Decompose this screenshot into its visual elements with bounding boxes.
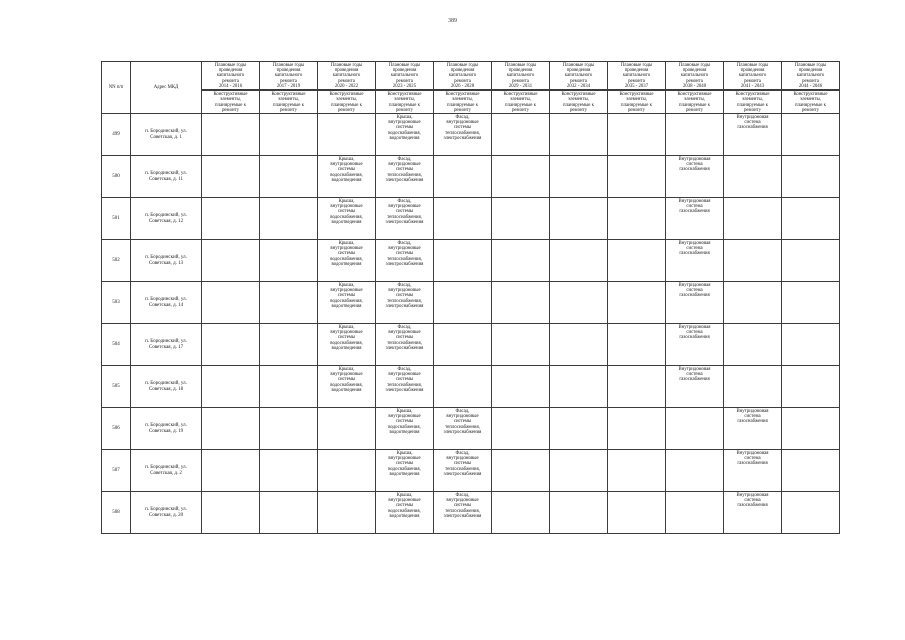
repair-elements-cell — [318, 198, 376, 240]
repair-elements-cell — [666, 450, 724, 492]
row-number: 505 — [102, 366, 131, 408]
repair-elements-cell — [782, 492, 840, 534]
repair-elements-text: Фасад, внутридомовые системы теплоснабжения, электроснабжения — [385, 366, 424, 394]
repair-elements-cell — [318, 450, 376, 492]
repair-elements-cell — [434, 492, 492, 534]
repair-elements-cell — [724, 450, 782, 492]
period-subtitle: Конструктивные элементы, планируемые к ремонту — [735, 91, 770, 113]
repair-elements-cell — [666, 156, 724, 198]
period-subtitle: Конструктивные элементы, планируемые к ремонту — [793, 91, 828, 113]
period-title: Плановые годы проведения капитального ремонта — [446, 62, 479, 84]
repair-elements-text: Фасад, внутридомовые системы теплоснабжения, электроснабжения — [385, 324, 424, 352]
period-subtitle: Конструктивные элементы, планируемые к ремонту — [561, 91, 596, 113]
header-period-1 — [260, 62, 318, 91]
repair-elements-cell — [550, 492, 608, 534]
repair-elements-cell — [550, 240, 608, 282]
row-number: 502 — [102, 240, 131, 282]
repair-elements-cell — [376, 240, 434, 282]
repair-elements-cell — [608, 324, 666, 366]
repair-elements-cell — [260, 282, 318, 324]
repair-elements-cell — [724, 324, 782, 366]
repair-elements-text: Фасад, внутридомовые системы теплоснабжения, электроснабжения — [385, 156, 424, 184]
repair-elements-cell — [434, 324, 492, 366]
repair-elements-cell — [782, 198, 840, 240]
header-period-subtitle — [782, 91, 840, 114]
header-period-subtitle — [260, 91, 318, 114]
repair-elements-cell — [666, 408, 724, 450]
repair-elements-cell — [782, 114, 840, 156]
row-address — [131, 156, 202, 198]
period-subtitle: Конструктивные элементы, планируемые к ремонту — [387, 91, 422, 113]
repair-elements-cell — [318, 408, 376, 450]
header-period-subtitle — [434, 91, 492, 114]
repair-elements-cell — [318, 156, 376, 198]
repair-elements-cell — [260, 240, 318, 282]
period-title: Плановые годы проведения капитального ремонта — [214, 62, 247, 84]
header-period-6 — [550, 62, 608, 91]
repair-elements-text: Крыша, внутридомовые системы водоснабжения, водоотведения — [330, 366, 363, 394]
repair-elements-text: Фасад, внутридомовые системы теплоснабжения, электроснабжения — [385, 240, 424, 268]
period-years: 2026 - 2028 — [434, 84, 491, 90]
period-years: 2017 - 2019 — [260, 84, 317, 90]
repair-elements-text: Внутридомовая система газоснабжения — [678, 366, 711, 383]
table-row — [102, 282, 840, 324]
header-period-subtitle — [318, 91, 376, 114]
period-subtitle: Конструктивные элементы, планируемые к ремонту — [445, 91, 480, 113]
repair-elements-cell — [260, 450, 318, 492]
repair-elements-cell — [202, 282, 260, 324]
repair-elements-cell — [376, 114, 434, 156]
header-period-5 — [492, 62, 550, 91]
repair-elements-text: Внутридомовая система газоснабжения — [736, 408, 769, 425]
repair-elements-text: Крыша, внутридомовые системы водоснабжения, водоотведения — [388, 492, 421, 520]
repair-elements-cell — [434, 156, 492, 198]
address-text: п. Бородинский, ул. Советская, д. 11 — [145, 171, 187, 182]
repair-elements-text: Внутридомовая система газоснабжения — [678, 156, 711, 173]
repair-elements-cell — [202, 198, 260, 240]
period-subtitle: Конструктивные элементы, планируемые к ремонту — [619, 91, 654, 113]
repair-elements-cell — [376, 366, 434, 408]
period-title: Плановые годы проведения капитального ремонта — [620, 62, 653, 84]
repair-elements-cell — [434, 240, 492, 282]
row-address — [131, 198, 202, 240]
row-address — [131, 282, 202, 324]
period-years: 2029 - 2031 — [492, 84, 549, 90]
repair-elements-cell — [318, 240, 376, 282]
repair-elements-cell — [608, 408, 666, 450]
header-period-subtitle — [202, 91, 260, 114]
header-period-2 — [318, 62, 376, 91]
repair-elements-text: Внутридомовая система газоснабжения — [736, 114, 769, 131]
repair-elements-cell — [260, 156, 318, 198]
address-text: п. Бородинский, ул. Советская, д. 13 — [145, 255, 187, 266]
repair-elements-cell — [318, 492, 376, 534]
repair-elements-cell — [724, 408, 782, 450]
period-subtitle: Конструктивные элементы, планируемые к ремонту — [329, 91, 364, 113]
row-address — [131, 492, 202, 534]
period-title: Плановые годы проведения капитального ремонта — [562, 62, 595, 84]
period-title: Плановые годы проведения капитального ремонта — [272, 62, 305, 84]
repair-elements-cell — [550, 156, 608, 198]
row-number: 501 — [102, 198, 131, 240]
table-header — [102, 62, 840, 114]
period-title: Плановые годы проведения капитального ремонта — [388, 62, 421, 84]
repair-elements-cell — [318, 114, 376, 156]
row-address — [131, 408, 202, 450]
repair-elements-cell — [202, 366, 260, 408]
repair-elements-cell — [550, 450, 608, 492]
header-period-subtitle — [608, 91, 666, 114]
period-subtitle: Конструктивные элементы, планируемые к ремонту — [677, 91, 712, 113]
header-row-number: NN п/п — [102, 62, 131, 114]
address-text: п. Бородинский, ул. Советская, д. 20 — [145, 507, 187, 518]
period-years: 2044 - 2046 — [782, 84, 839, 90]
repair-elements-cell — [608, 240, 666, 282]
period-years: 2032 - 2034 — [550, 84, 607, 90]
header-address: Адрес МКД — [131, 62, 202, 114]
repair-elements-cell — [550, 282, 608, 324]
table-row — [102, 408, 840, 450]
repair-elements-cell — [608, 450, 666, 492]
repair-elements-text: Крыша, внутридомовые системы водоснабжения, водоотведения — [330, 282, 363, 310]
repair-elements-cell — [376, 282, 434, 324]
repair-elements-text: Внутридомовая система газоснабжения — [678, 240, 711, 257]
repair-elements-cell — [260, 366, 318, 408]
repair-elements-cell — [550, 408, 608, 450]
repair-elements-cell — [492, 324, 550, 366]
address-text: п. Бородинский, ул. Советская, д. 12 — [145, 213, 187, 224]
header-period-4 — [434, 62, 492, 91]
repair-elements-cell — [666, 282, 724, 324]
repair-elements-cell — [724, 198, 782, 240]
repair-elements-cell — [260, 324, 318, 366]
repair-elements-cell — [550, 366, 608, 408]
repair-elements-cell — [260, 492, 318, 534]
repair-elements-cell — [260, 408, 318, 450]
repair-elements-cell — [608, 156, 666, 198]
table-row — [102, 450, 840, 492]
row-number: 503 — [102, 282, 131, 324]
repair-elements-text: Внутридомовая система газоснабжения — [678, 198, 711, 215]
header-period-3 — [376, 62, 434, 91]
repair-elements-cell — [434, 198, 492, 240]
repair-elements-cell — [550, 114, 608, 156]
repair-elements-cell — [492, 114, 550, 156]
header-period-7 — [608, 62, 666, 91]
repair-elements-cell — [724, 114, 782, 156]
row-number: 507 — [102, 450, 131, 492]
capital-repair-schedule-table — [101, 61, 840, 534]
repair-elements-text: Крыша, внутридомовые системы водоснабжения, водоотведения — [330, 240, 363, 268]
repair-elements-cell — [608, 366, 666, 408]
repair-elements-cell — [202, 450, 260, 492]
repair-elements-cell — [492, 366, 550, 408]
repair-elements-cell — [202, 240, 260, 282]
repair-elements-cell — [608, 282, 666, 324]
period-title: Плановые годы проведения капитального ремонта — [504, 62, 537, 84]
repair-elements-cell — [608, 198, 666, 240]
repair-elements-cell — [434, 114, 492, 156]
repair-elements-text: Фасад, внутридомовые системы теплоснабжения, электроснабжения — [385, 198, 424, 226]
repair-elements-cell — [492, 240, 550, 282]
period-title: Плановые годы проведения капитального ремонта — [330, 62, 363, 84]
address-text: п. Бородинский, ул. Советская, д. 2 — [145, 465, 187, 476]
repair-elements-cell — [782, 156, 840, 198]
row-address — [131, 366, 202, 408]
repair-elements-cell — [318, 366, 376, 408]
repair-elements-cell — [434, 366, 492, 408]
repair-elements-cell — [318, 324, 376, 366]
repair-elements-cell — [202, 114, 260, 156]
repair-elements-cell — [782, 324, 840, 366]
header-period-9 — [724, 62, 782, 91]
address-text: п. Бородинский, ул. Советская, д. 17 — [145, 339, 187, 350]
row-number: 506 — [102, 408, 131, 450]
repair-elements-cell — [492, 282, 550, 324]
header-period-subtitle — [666, 91, 724, 114]
table-row — [102, 366, 840, 408]
repair-elements-text: Фасад, внутридомовые системы теплоснабжения, электроснабжения — [443, 492, 482, 520]
period-subtitle: Конструктивные элементы, планируемые к ремонту — [213, 91, 248, 113]
repair-elements-cell — [376, 408, 434, 450]
row-address — [131, 324, 202, 366]
repair-elements-cell — [724, 156, 782, 198]
repair-elements-text: Крыша, внутридомовые системы водоснабжения, водоотведения — [388, 450, 421, 478]
repair-elements-text: Внутридомовая система газоснабжения — [736, 450, 769, 467]
period-years: 2035 - 2037 — [608, 84, 665, 90]
address-text: п. Бородинский, ул. Советская, д. 19 — [145, 423, 187, 434]
table-body — [102, 114, 840, 534]
repair-elements-cell — [376, 156, 434, 198]
row-number: 500 — [102, 156, 131, 198]
repair-elements-cell — [202, 324, 260, 366]
period-years: 2038 - 2040 — [666, 84, 723, 90]
repair-elements-cell — [434, 282, 492, 324]
period-title: Плановые годы проведения капитального ремонта — [678, 62, 711, 84]
header-period-subtitle — [724, 91, 782, 114]
row-number: 499 — [102, 114, 131, 156]
period-title: Плановые годы проведения капитального ремонта — [736, 62, 769, 84]
repair-elements-cell — [434, 408, 492, 450]
repair-elements-cell — [492, 156, 550, 198]
repair-elements-cell — [782, 240, 840, 282]
header-period-subtitle — [550, 91, 608, 114]
address-text: п. Бородинский, ул. Советская, д. 1 — [145, 129, 187, 140]
repair-elements-cell — [434, 450, 492, 492]
repair-elements-cell — [202, 408, 260, 450]
address-text: п. Бородинский, ул. Советская, д. 14 — [145, 297, 187, 308]
repair-elements-cell — [666, 324, 724, 366]
repair-elements-cell — [666, 366, 724, 408]
repair-elements-cell — [724, 282, 782, 324]
repair-elements-text: Внутридомовая система газоснабжения — [678, 282, 711, 299]
period-years: 2020 - 2022 — [318, 84, 375, 90]
table-row — [102, 324, 840, 366]
repair-elements-cell — [376, 324, 434, 366]
repair-elements-cell — [666, 198, 724, 240]
repair-elements-cell — [376, 492, 434, 534]
repair-elements-cell — [492, 408, 550, 450]
table-row — [102, 156, 840, 198]
repair-elements-cell — [782, 366, 840, 408]
repair-elements-text: Крыша, внутридомовые системы водоснабжения, водоотведения — [330, 198, 363, 226]
repair-elements-cell — [376, 450, 434, 492]
repair-elements-cell — [782, 408, 840, 450]
period-title: Плановые годы проведения капитального ремонта — [794, 62, 827, 84]
repair-elements-cell — [782, 282, 840, 324]
page-number: 389 — [448, 18, 457, 24]
period-years: 2014 - 2016 — [202, 84, 259, 90]
repair-elements-cell — [492, 198, 550, 240]
header-period-8 — [666, 62, 724, 91]
repair-elements-cell — [666, 492, 724, 534]
header-row — [102, 62, 840, 91]
repair-elements-cell — [492, 492, 550, 534]
row-address — [131, 114, 202, 156]
repair-elements-cell — [550, 198, 608, 240]
repair-elements-cell — [782, 450, 840, 492]
repair-elements-cell — [318, 282, 376, 324]
period-years: 2023 - 2025 — [376, 84, 433, 90]
address-text: п. Бородинский, ул. Советская, д. 18 — [145, 381, 187, 392]
table-row — [102, 114, 840, 156]
repair-elements-text: Внутридомовая система газоснабжения — [736, 492, 769, 509]
table-row — [102, 492, 840, 534]
header-period-10 — [782, 62, 840, 91]
repair-elements-cell — [550, 324, 608, 366]
repair-elements-text: Фасад, внутридомовые системы теплоснабжения, электроснабжения — [443, 450, 482, 478]
row-address — [131, 450, 202, 492]
repair-elements-cell — [260, 114, 318, 156]
period-subtitle: Конструктивные элементы, планируемые к ремонту — [503, 91, 538, 113]
repair-elements-text: Фасад, внутридомовые системы теплоснабжения, электроснабжения — [443, 408, 482, 436]
repair-elements-text: Крыша, внутридомовые системы водоснабжения, водоотведения — [388, 408, 421, 436]
table-row — [102, 198, 840, 240]
table-row — [102, 240, 840, 282]
row-number: 504 — [102, 324, 131, 366]
header-period-0 — [202, 62, 260, 91]
repair-elements-cell — [666, 240, 724, 282]
repair-elements-cell — [666, 114, 724, 156]
repair-elements-cell — [260, 198, 318, 240]
repair-elements-cell — [202, 492, 260, 534]
header-period-subtitle — [376, 91, 434, 114]
repair-elements-text: Крыша, внутридомовые системы водоснабжения, водоотведения — [330, 156, 363, 184]
period-subtitle: Конструктивные элементы, планируемые к ремонту — [271, 91, 306, 113]
repair-elements-cell — [376, 198, 434, 240]
repair-elements-text: Крыша, внутридомовые системы водоснабжения, водоотведения — [330, 324, 363, 352]
repair-elements-cell — [608, 492, 666, 534]
repair-elements-cell — [724, 492, 782, 534]
repair-elements-text: Фасад, внутридомовые системы теплоснабжения, электроснабжения — [385, 282, 424, 310]
repair-elements-cell — [724, 366, 782, 408]
repair-elements-cell — [608, 114, 666, 156]
row-address — [131, 240, 202, 282]
repair-elements-cell — [202, 156, 260, 198]
repair-elements-text: Внутридомовая система газоснабжения — [678, 324, 711, 341]
header-subrow — [102, 91, 840, 114]
row-number: 508 — [102, 492, 131, 534]
period-years: 2041 - 2043 — [724, 84, 781, 90]
header-period-subtitle — [492, 91, 550, 114]
repair-elements-text: Фасад, внутридомовые системы теплоснабжения, электроснабжения — [443, 114, 482, 142]
repair-elements-cell — [492, 450, 550, 492]
repair-elements-cell — [724, 240, 782, 282]
repair-elements-text: Крыша, внутридомовые системы водоснабжения, водоотведения — [388, 114, 421, 142]
